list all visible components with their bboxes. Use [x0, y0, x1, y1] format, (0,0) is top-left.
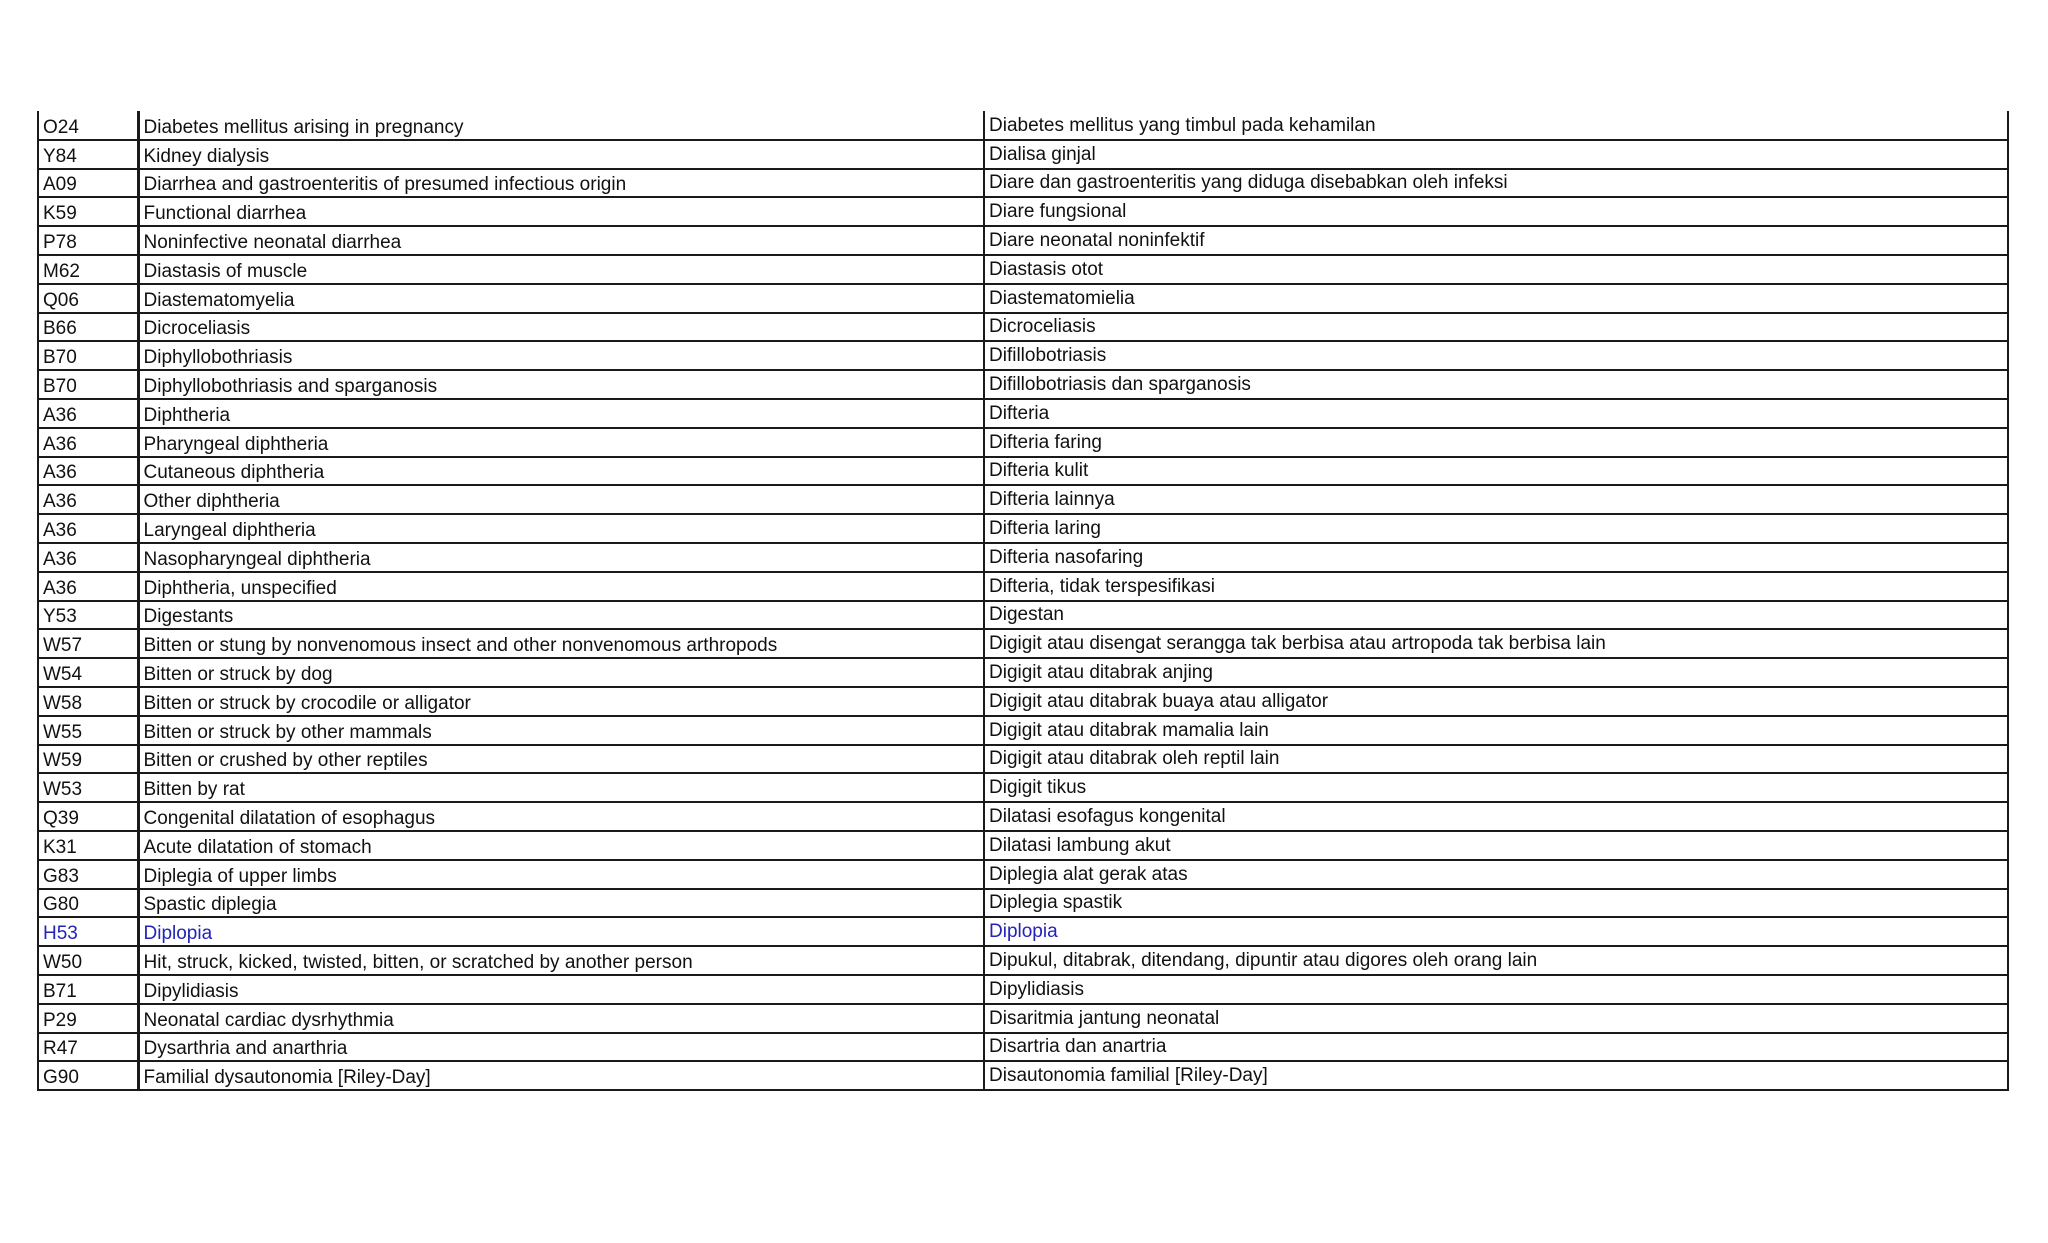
icd-code-cell: W50	[38, 946, 138, 975]
table-row	[38, 601, 2008, 630]
icd-code-cell: W54	[38, 658, 138, 687]
indonesian-term-cell: Difteria lainnya	[984, 485, 2008, 514]
indonesian-term-cell: Diplegia alat gerak atas	[984, 860, 2008, 889]
table-row	[38, 543, 2008, 572]
indonesian-term-cell: Diare dan gastroenteritis yang diduga disebabkan oleh infeksi	[984, 169, 2008, 198]
english-term-cell: Digestants	[138, 601, 984, 630]
english-term-cell: Nasopharyngeal diphtheria	[138, 543, 984, 572]
icd-code-cell: O24	[38, 111, 138, 140]
icd-code-cell: P29	[38, 1004, 138, 1033]
english-term-cell: Hit, struck, kicked, twisted, bitten, or scratched by another person	[138, 946, 984, 975]
english-term-cell: Diphyllobothriasis	[138, 341, 984, 370]
indonesian-term-cell: Diplopia	[984, 917, 2008, 946]
table-row	[38, 284, 2008, 313]
icd-code-cell: W55	[38, 716, 138, 745]
indonesian-term-cell: Digestan	[984, 601, 2008, 630]
table-row	[38, 457, 2008, 486]
terminology-table	[37, 111, 2009, 1091]
table-row	[38, 313, 2008, 342]
indonesian-term-cell: Dipukul, ditabrak, ditendang, dipuntir atau digores oleh orang lain	[984, 946, 2008, 975]
indonesian-term-cell: Difteria kulit	[984, 457, 2008, 486]
english-term-cell: Other diphtheria	[138, 485, 984, 514]
english-term-cell: Diplopia	[138, 917, 984, 946]
english-term-cell: Neonatal cardiac dysrhythmia	[138, 1004, 984, 1033]
icd-code-cell: K59	[38, 197, 138, 226]
icd-code-cell: A36	[38, 399, 138, 428]
table-row	[38, 370, 2008, 399]
english-term-cell: Diarrhea and gastroenteritis of presumed infectious origin	[138, 169, 984, 198]
english-term-cell: Functional diarrhea	[138, 197, 984, 226]
english-term-cell: Bitten or struck by crocodile or alligator	[138, 687, 984, 716]
indonesian-term-cell: Difillobotriasis	[984, 341, 2008, 370]
icd-code-cell: Y53	[38, 601, 138, 630]
table-row	[38, 111, 2008, 140]
icd-code-cell: B70	[38, 341, 138, 370]
icd-code-cell: W59	[38, 745, 138, 774]
indonesian-term-cell: Difillobotriasis dan sparganosis	[984, 370, 2008, 399]
table-row	[38, 399, 2008, 428]
english-term-cell: Pharyngeal diphtheria	[138, 428, 984, 457]
table-row	[38, 341, 2008, 370]
table-row	[38, 716, 2008, 745]
table-row	[38, 1033, 2008, 1062]
english-term-cell: Bitten or crushed by other reptiles	[138, 745, 984, 774]
table-row	[38, 1061, 2008, 1090]
table-row	[38, 428, 2008, 457]
indonesian-term-cell: Digigit atau ditabrak oleh reptil lain	[984, 745, 2008, 774]
table-row	[38, 802, 2008, 831]
icd-code-cell: B66	[38, 313, 138, 342]
table-row	[38, 831, 2008, 860]
icd-code-cell: K31	[38, 831, 138, 860]
icd-code-cell: A36	[38, 457, 138, 486]
indonesian-term-cell: Digigit atau ditabrak buaya atau alligator	[984, 687, 2008, 716]
table-row	[38, 255, 2008, 284]
icd-code-cell: M62	[38, 255, 138, 284]
table-row	[38, 197, 2008, 226]
table-row	[38, 889, 2008, 918]
english-term-cell: Dipylidiasis	[138, 975, 984, 1004]
icd-code-cell: G80	[38, 889, 138, 918]
english-term-cell: Cutaneous diphtheria	[138, 457, 984, 486]
table-row	[38, 1004, 2008, 1033]
english-term-cell: Kidney dialysis	[138, 140, 984, 169]
icd-code-cell: P78	[38, 226, 138, 255]
english-term-cell: Congenital dilatation of esophagus	[138, 802, 984, 831]
icd-code-cell: A36	[38, 514, 138, 543]
english-term-cell: Diphtheria, unspecified	[138, 572, 984, 601]
table-row	[38, 773, 2008, 802]
indonesian-term-cell: Difteria, tidak terspesifikasi	[984, 572, 2008, 601]
english-term-cell: Diphtheria	[138, 399, 984, 428]
icd-code-cell: A36	[38, 428, 138, 457]
english-term-cell: Spastic diplegia	[138, 889, 984, 918]
indonesian-term-cell: Diabetes mellitus yang timbul pada kehamilan	[984, 111, 2008, 140]
table-row	[38, 946, 2008, 975]
table-row	[38, 860, 2008, 889]
icd-code-cell: Q39	[38, 802, 138, 831]
english-term-cell: Dicroceliasis	[138, 313, 984, 342]
indonesian-term-cell: Disaritmia jantung neonatal	[984, 1004, 2008, 1033]
indonesian-term-cell: Digigit atau disengat serangga tak berbisa atau artropoda tak berbisa lain	[984, 629, 2008, 658]
icd-code-cell: Q06	[38, 284, 138, 313]
indonesian-term-cell: Diare fungsional	[984, 197, 2008, 226]
english-term-cell: Diphyllobothriasis and sparganosis	[138, 370, 984, 399]
indonesian-term-cell: Dipylidiasis	[984, 975, 2008, 1004]
english-term-cell: Bitten or struck by other mammals	[138, 716, 984, 745]
indonesian-term-cell: Dilatasi esofagus kongenital	[984, 802, 2008, 831]
english-term-cell: Noninfective neonatal diarrhea	[138, 226, 984, 255]
english-term-cell: Diplegia of upper limbs	[138, 860, 984, 889]
indonesian-term-cell: Difteria laring	[984, 514, 2008, 543]
table-row	[38, 658, 2008, 687]
indonesian-term-cell: Diastasis otot	[984, 255, 2008, 284]
indonesian-term-cell: Dicroceliasis	[984, 313, 2008, 342]
table-row	[38, 572, 2008, 601]
icd-code-cell: H53	[38, 917, 138, 946]
indonesian-term-cell: Disartria dan anartria	[984, 1033, 2008, 1062]
icd-code-cell: W57	[38, 629, 138, 658]
icd-code-cell: A36	[38, 543, 138, 572]
icd-code-cell: G83	[38, 860, 138, 889]
icd-code-cell: B70	[38, 370, 138, 399]
indonesian-term-cell: Difteria nasofaring	[984, 543, 2008, 572]
table-row	[38, 485, 2008, 514]
english-term-cell: Bitten or stung by nonvenomous insect and other nonvenomous arthropods	[138, 629, 984, 658]
table-row	[38, 687, 2008, 716]
table-row	[38, 745, 2008, 774]
table-row	[38, 514, 2008, 543]
indonesian-term-cell: Diastematomielia	[984, 284, 2008, 313]
table-body	[38, 111, 2008, 1090]
indonesian-term-cell: Digigit atau ditabrak mamalia lain	[984, 716, 2008, 745]
table-row	[38, 629, 2008, 658]
icd-code-cell: A36	[38, 572, 138, 601]
indonesian-term-cell: Digigit atau ditabrak anjing	[984, 658, 2008, 687]
icd-code-cell: W53	[38, 773, 138, 802]
table-row	[38, 140, 2008, 169]
indonesian-term-cell: Dialisa ginjal	[984, 140, 2008, 169]
english-term-cell: Familial dysautonomia [Riley-Day]	[138, 1061, 984, 1090]
english-term-cell: Diastematomyelia	[138, 284, 984, 313]
indonesian-term-cell: Diare neonatal noninfektif	[984, 226, 2008, 255]
english-term-cell: Laryngeal diphtheria	[138, 514, 984, 543]
english-term-cell: Bitten or struck by dog	[138, 658, 984, 687]
english-term-cell: Dysarthria and anarthria	[138, 1033, 984, 1062]
icd-code-cell: W58	[38, 687, 138, 716]
indonesian-term-cell: Difteria faring	[984, 428, 2008, 457]
indonesian-term-cell: Difteria	[984, 399, 2008, 428]
table-row	[38, 917, 2008, 946]
icd-code-cell: Y84	[38, 140, 138, 169]
indonesian-term-cell: Dilatasi lambung akut	[984, 831, 2008, 860]
icd-code-cell: G90	[38, 1061, 138, 1090]
indonesian-term-cell: Disautonomia familial [Riley-Day]	[984, 1061, 2008, 1090]
icd-code-cell: A09	[38, 169, 138, 198]
indonesian-term-cell: Digigit tikus	[984, 773, 2008, 802]
english-term-cell: Bitten by rat	[138, 773, 984, 802]
icd-code-cell: B71	[38, 975, 138, 1004]
table-row	[38, 169, 2008, 198]
table-row	[38, 226, 2008, 255]
english-term-cell: Diabetes mellitus arising in pregnancy	[138, 111, 984, 140]
icd-code-cell: R47	[38, 1033, 138, 1062]
english-term-cell: Acute dilatation of stomach	[138, 831, 984, 860]
icd-code-cell: A36	[38, 485, 138, 514]
indonesian-term-cell: Diplegia spastik	[984, 889, 2008, 918]
english-term-cell: Diastasis of muscle	[138, 255, 984, 284]
table-row	[38, 975, 2008, 1004]
